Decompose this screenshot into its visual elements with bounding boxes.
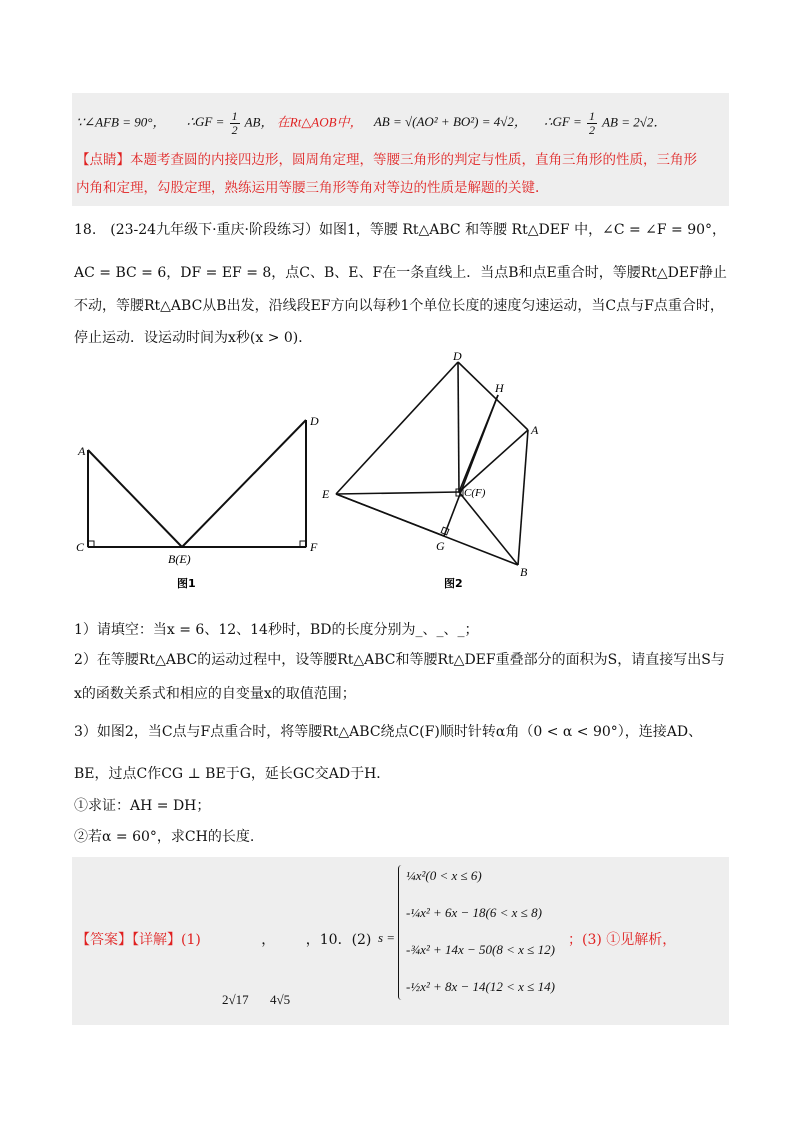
comment-line-2: 内角和定理，勾股定理，熟练运用等腰三角形等角对等边的性质是解题的关键. bbox=[76, 180, 540, 196]
answer-value-1: 2√17 bbox=[222, 992, 249, 1007]
fig2-label-g: G bbox=[436, 539, 445, 553]
piecewise-brace bbox=[398, 865, 405, 1000]
problem-line-2: AC = BC = 6，DF = EF = 8，点C、B、E、F在一条直线上．当点B和点E重合时，等腰Rt△DEF静止 bbox=[74, 265, 727, 281]
angle-statement: ∵∠AFB = 90°， bbox=[76, 114, 166, 130]
gf-prefix: ∴GF = bbox=[186, 114, 225, 130]
question-3-part-1: ①求证：AH = DH； bbox=[74, 798, 211, 814]
question-3-line-2: BE，过点C作CG ⊥ BE于G，延长GC交AD于H． bbox=[74, 766, 391, 782]
answer-label: 【答案】【详解】(1) bbox=[76, 932, 201, 948]
piece-4: -½x² + 8x − 14(12 < x ≤ 14) bbox=[406, 979, 555, 994]
fig2-label-h: H bbox=[495, 381, 504, 395]
figure-2 bbox=[318, 350, 558, 590]
problem-line-1: 18. (23-24九年级下·重庆·阶段练习）如图1，等腰 Rt△ABC 和等腰 Rt△DEF 中，∠C = ∠F = 90°， bbox=[74, 222, 727, 238]
answer-label-line bbox=[76, 930, 371, 950]
fig1-label-a: A bbox=[78, 444, 86, 458]
fig2-label-cf: C(F) bbox=[464, 487, 486, 499]
fig1-label-d: D bbox=[310, 414, 319, 428]
fig2-label-a: A bbox=[531, 423, 539, 437]
figure-1 bbox=[74, 405, 334, 590]
fig2-label-e: E bbox=[322, 487, 330, 501]
problem-line-3: 不动，等腰Rt△ABC从B出发，沿线段EF方向以每秒1个单位长度的速度匀速运动，当C点与F点重合时， bbox=[74, 298, 724, 314]
piece-2: -¼x² + 6x − 18(6 < x ≤ 8) bbox=[406, 905, 542, 920]
fig1-label-f: F bbox=[310, 540, 318, 554]
question-2-line-1: 2）在等腰Rt△ABC的运动过程中，设等腰Rt△ABC和等腰Rt△DEF重叠部分的面积为S，请直接写出S与 bbox=[74, 652, 725, 668]
answer-s-equals: s = bbox=[378, 930, 396, 945]
gf2-suffix: AB = 2√2． bbox=[602, 114, 667, 130]
in-rt-triangle: 在Rt△AOB中， bbox=[276, 114, 363, 130]
problem-line-4: 停止运动．设运动时间为x秒(x > 0)． bbox=[74, 330, 313, 346]
question-1: 1）请填空：当x = 6、12、14秒时，BD的长度分别为_、_、_； bbox=[74, 622, 479, 638]
fig1-label-c: C bbox=[76, 540, 85, 554]
answer-after: ；(3) ①见解析， bbox=[568, 932, 677, 948]
fig2-caption: 图2 bbox=[444, 577, 463, 590]
gf2-prefix: ∴GF = bbox=[544, 114, 582, 130]
question-2-line-2: x的函数关系式和相应的自变量x的取值范围； bbox=[74, 686, 356, 702]
piece-1: ¼x²(0 < x ≤ 6) bbox=[406, 868, 482, 883]
ab-expression: AB = √(AO² + BO²) = 4√2， bbox=[373, 114, 527, 130]
answer-sep-2: ，10．(2) bbox=[305, 932, 372, 948]
answer-value-2: 4√5 bbox=[270, 992, 291, 1007]
gf-suffix: AB， bbox=[244, 114, 274, 130]
answer-sep-1: ， bbox=[261, 932, 276, 948]
gf2-fraction: $\frac{1}{2}$ bbox=[589, 109, 596, 137]
fig1-label-be: B(E) bbox=[168, 552, 191, 566]
fig2-label-d: D bbox=[453, 350, 462, 363]
fig2-label-b: B bbox=[520, 565, 528, 579]
question-3-line-1: 3）如图2，当C点与F点重合时，将等腰Rt△ABC绕点C(F)顺时针转α角（0 < α < 90°），连接AD、 bbox=[74, 724, 703, 740]
question-3-part-2: ②若α = 60°，求CH的长度. bbox=[74, 829, 255, 845]
fig1-caption: 图1 bbox=[177, 577, 196, 590]
gf-fraction: $\frac{1}{2}$ bbox=[231, 109, 238, 137]
comment-line-1: 【点睛】本题考查圆的内接四边形，圆周角定理，等腰三角形的判定与性质，直角三角形的性质，三角形 bbox=[76, 152, 697, 168]
prev-solution-line bbox=[76, 110, 666, 137]
piece-3: -¾x² + 14x − 50(8 < x ≤ 12) bbox=[406, 942, 555, 957]
